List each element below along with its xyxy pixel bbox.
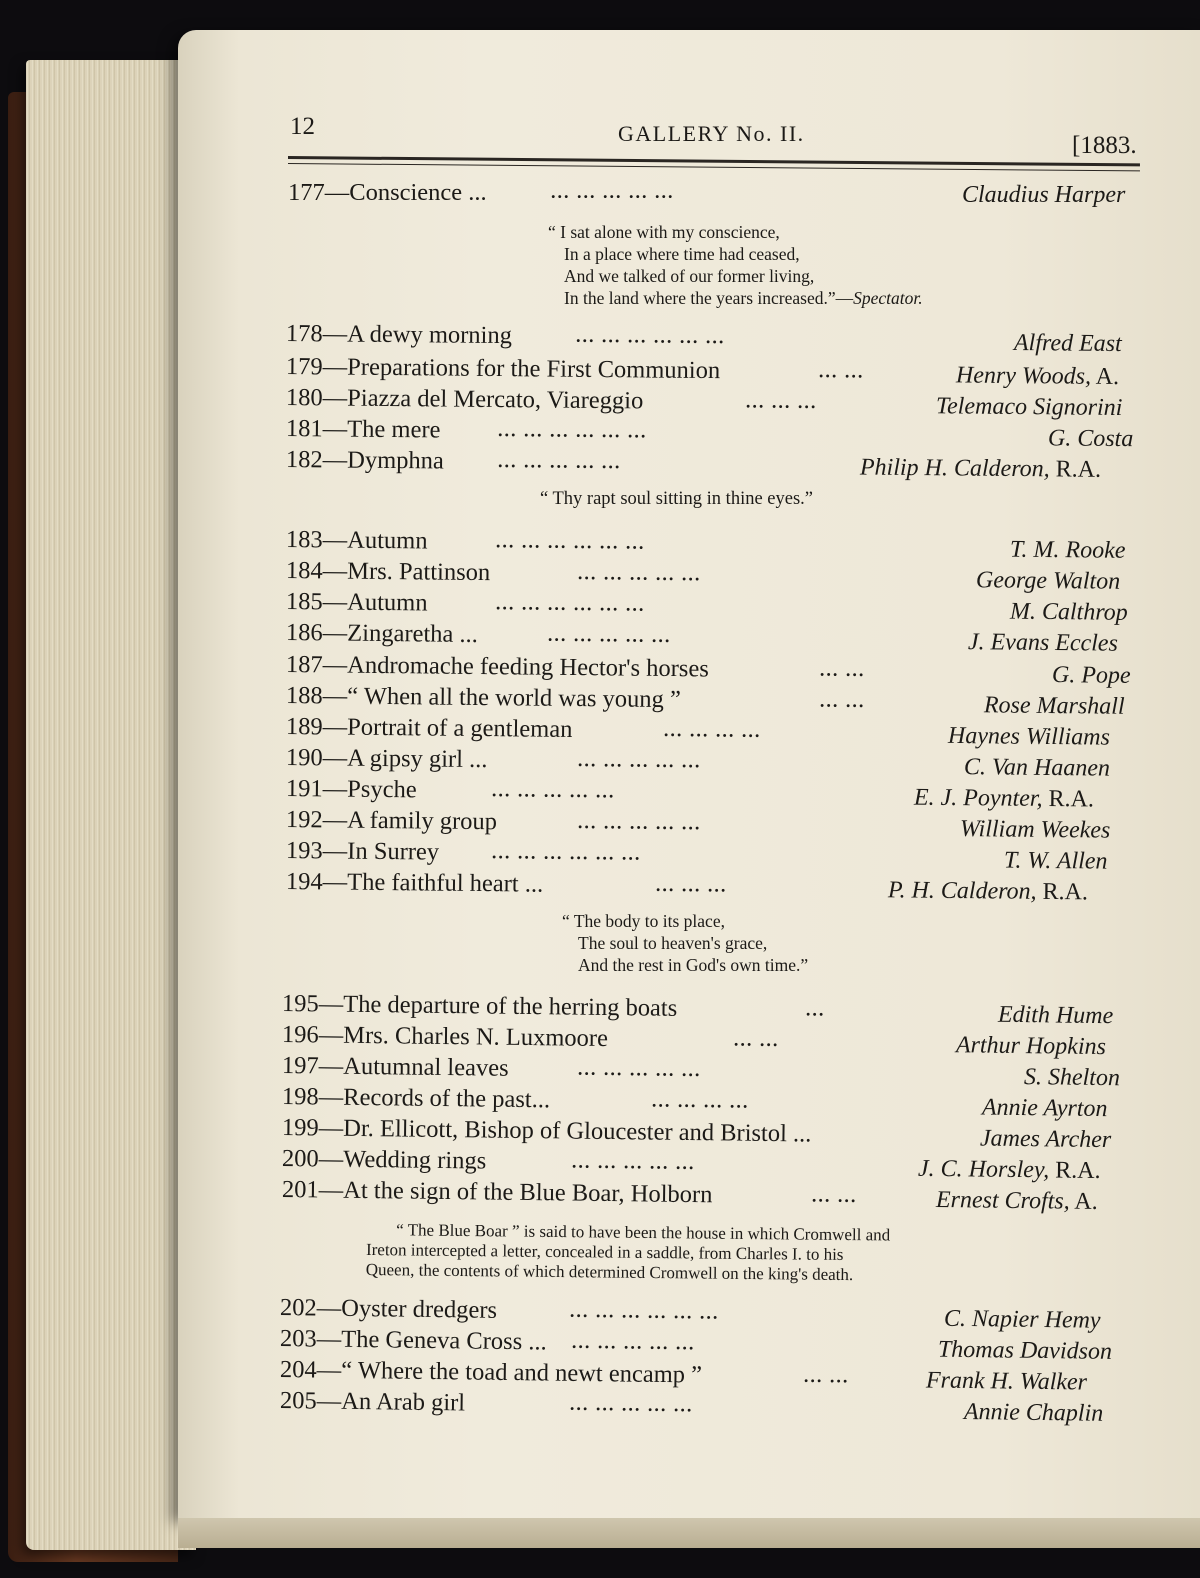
leader-dots: ... ... ... ... ... ... — [491, 842, 642, 864]
quote-line: In the land where the years increased.”—Spectator. — [564, 288, 923, 308]
entry-artist: P. H. Calderon, R.A. — [887, 877, 1089, 906]
entry-title: 187—Andromache feeding Hector's horses — [285, 651, 709, 683]
entry-title: 200—Wedding rings — [281, 1145, 487, 1175]
entry-artist: C. Napier Hemy — [943, 1305, 1101, 1334]
leader-dots: ... ... ... ... ... ... — [569, 1300, 720, 1323]
leader-dots: ... ... — [819, 690, 866, 712]
leader-dots: ... ... ... ... ... — [569, 1393, 694, 1416]
entry-artist: G. Pope — [1051, 662, 1131, 689]
entry-artist: C. Van Haanen — [963, 754, 1111, 782]
entry-title: 203—The Geneva Cross ... — [279, 1325, 547, 1356]
entry-artist: William Weekes — [959, 816, 1111, 844]
entry-title: 193—In Surrey — [285, 837, 440, 866]
quote-blue-boar — [366, 1220, 891, 1285]
entry-artist: G. Costa — [1047, 425, 1134, 453]
quote-line: The soul to heaven's grace, — [578, 933, 768, 953]
leader-dots: ... ... ... ... ... — [547, 624, 672, 647]
entry-title: 199—Dr. Ellicott, Bishop of Gloucester and Bristol ... — [281, 1114, 812, 1148]
entry-artist: Annie Ayrton — [981, 1094, 1108, 1123]
entry-title: 186—Zingaretha ... — [285, 619, 479, 649]
entry-title: 196—Mrs. Charles N. Luxmoore — [281, 1021, 609, 1052]
leader-dots: ... ... ... ... — [651, 1090, 750, 1112]
entry-artist: Claudius Harper — [962, 182, 1126, 208]
leader-dots: ... ... ... ... ... ... — [495, 593, 646, 615]
leader-dots: ... ... ... ... ... — [577, 563, 702, 585]
quote-faithful-heart — [562, 910, 808, 976]
entry-title: 198—Records of the past... — [281, 1083, 551, 1114]
leader-dots: ... ... — [819, 659, 866, 681]
entry-artist: Philip H. Calderon, R.A. — [859, 454, 1102, 483]
entry-artist: Haynes Williams — [947, 722, 1111, 751]
entry-artist: Telemaco Signorini — [935, 393, 1123, 422]
leader-dots: ... ... ... ... ... ... — [497, 420, 648, 442]
leader-dots: ... ... — [803, 1365, 850, 1387]
entry-title: 190—A gipsy girl ... — [285, 744, 488, 774]
quote-line: “ The Blue Boar ” is said to have been the house in which Cromwell and — [396, 1220, 891, 1245]
leader-dots: ... ... ... ... ... ... — [575, 325, 726, 348]
entry-title: 189—Portrait of a gentleman — [285, 713, 573, 743]
entry-title: 194—The faithful heart ... — [285, 868, 544, 898]
entry-title: 192—A family group — [285, 806, 498, 836]
leader-dots: ... ... ... — [745, 391, 818, 413]
entry-artist: Annie Chaplin — [963, 1398, 1104, 1427]
quote-dymphna: “ Thy rapt soul sitting in thine eyes.” — [540, 489, 814, 509]
entry-artist: James Archer — [979, 1125, 1112, 1154]
quote-line: Queen, the contents of which determined Cromwell on the king's death. — [365, 1259, 854, 1285]
entry-title: 182—Dymphna — [285, 446, 445, 475]
page-number: 12 — [290, 113, 315, 140]
page-title: GALLERY No. II. — [618, 121, 805, 146]
leader-dots: ... ... — [811, 1185, 858, 1207]
leader-dots: ... ... ... ... ... — [551, 182, 675, 202]
leader-dots: ... ... — [818, 361, 865, 382]
entry-title: 195—The departure of the herring boats — [281, 990, 678, 1022]
entry-title: 180—Piazza del Mercato, Viareggio — [285, 384, 644, 415]
leader-dots: ... — [805, 999, 826, 1020]
quote-line: “ I sat alone with my conscience, — [548, 222, 780, 242]
entry-title: 202—Oyster dredgers — [279, 1294, 498, 1324]
entry-title: 197—Autumnal leaves — [281, 1052, 509, 1082]
entry-title: 181—The mere — [285, 415, 441, 444]
entry-artist: Alfred East — [1013, 329, 1122, 358]
leader-dots: ... ... ... ... ... — [577, 812, 702, 834]
catalogue-entry — [288, 177, 1140, 209]
leader-dots: ... ... — [733, 1029, 780, 1051]
entry-artist: Rose Marshall — [983, 692, 1125, 720]
header-year: [1883. — [1072, 132, 1137, 159]
entry-title: 191—Psyche — [285, 775, 417, 804]
leader-dots: ... ... ... ... ... — [491, 780, 616, 802]
entry-artist: E. J. Poynter, R.A. — [913, 784, 1095, 813]
entry-title: 183—Autumn — [285, 526, 428, 555]
leader-dots: ... ... ... ... ... — [571, 1151, 696, 1174]
entry-title: 185—Autumn — [285, 588, 428, 617]
entry-title: 177—Conscience ... — [288, 179, 487, 206]
entry-title: 204—“ Where the toad and newt encamp ” — [279, 1356, 703, 1389]
entry-artist: Arthur Hopkins — [955, 1032, 1107, 1061]
entry-artist: Thomas Davidson — [937, 1336, 1113, 1365]
leader-dots: ... ... ... ... ... — [497, 451, 622, 473]
entry-artist: T. M. Rooke — [1009, 536, 1126, 564]
leader-dots: ... ... ... ... ... — [577, 750, 702, 772]
leader-dots: ... ... ... — [655, 874, 728, 896]
leader-dots: ... ... ... ... ... — [571, 1331, 696, 1354]
entry-artist: Edith Hume — [997, 1001, 1114, 1030]
entry-artist: M. Calthrop — [1009, 598, 1128, 626]
entry-title: 184—Mrs. Pattinson — [285, 557, 491, 587]
entry-title: 178—A dewy morning — [285, 320, 513, 350]
page-edges — [26, 60, 196, 1550]
entry-artist: Henry Woods, A. — [955, 362, 1120, 390]
leader-dots: ... ... ... ... ... — [577, 1058, 702, 1081]
entry-artist: Ernest Crofts, A. — [935, 1186, 1098, 1215]
entry-artist: J. C. Horsley, R.A. — [917, 1155, 1101, 1185]
entry-artist: T. W. Allen — [1003, 847, 1108, 875]
quote-line: “ The body to its place, — [562, 911, 725, 931]
quote-line: In a place where time had ceased, — [564, 244, 800, 264]
entry-artist: Frank H. Walker — [925, 1367, 1088, 1396]
entry-artist: J. Evans Eccles — [967, 629, 1119, 657]
entry-artist: George Walton — [975, 567, 1121, 595]
leader-dots: ... ... ... ... ... ... — [495, 531, 646, 553]
entry-title: 188—“ When all the world was young ” — [285, 682, 681, 714]
entry-artist: S. Shelton — [1023, 1064, 1121, 1092]
quote-line: And we talked of our former living, — [564, 266, 815, 286]
entry-title: 205—An Arab girl — [279, 1387, 466, 1417]
quote-line: Ireton intercepted a letter, concealed in a saddle, from Charles I. to his — [365, 1240, 844, 1264]
entry-title: 201—At the sign of the Blue Boar, Holborn — [281, 1176, 713, 1209]
quote-line: And the rest in God's own time.” — [578, 955, 809, 975]
quote-conscience — [548, 221, 923, 309]
leader-dots: ... ... ... ... — [663, 719, 762, 741]
entry-title: 179—Preparations for the First Communion — [285, 353, 721, 385]
